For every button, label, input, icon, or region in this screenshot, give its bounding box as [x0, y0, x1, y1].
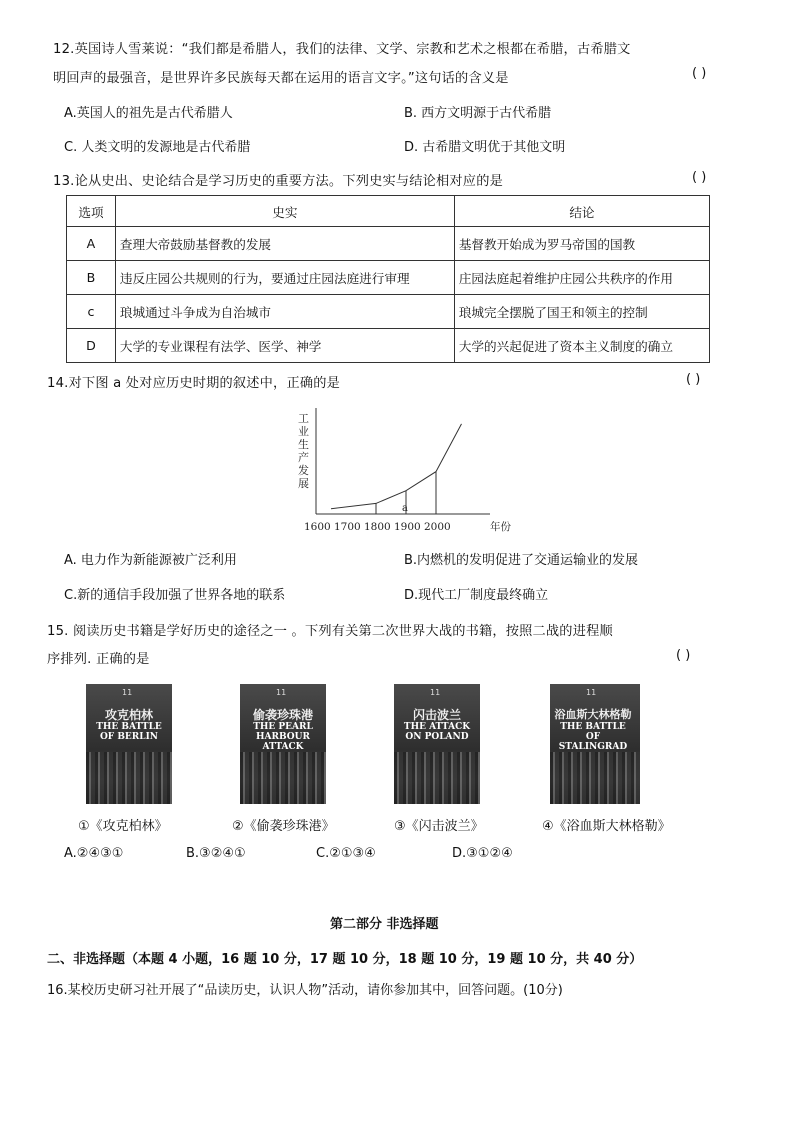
book-cover-image	[240, 752, 326, 804]
table-cell-fact: 琅城通过斗争成为自治城市	[115, 295, 454, 329]
q12-option-d: D. 古希腊文明优于其他文明	[404, 140, 566, 155]
table-header-fact: 史实	[115, 196, 454, 227]
chart-y-axis-label	[298, 412, 309, 490]
q13-stem: 13.论从史出、史论结合是学习历史的重要方法。下列史实与结论相对应的是	[53, 174, 503, 189]
book-caption-4: ④《浴血斯大林格勒》	[542, 819, 671, 834]
q14-option-c: C.新的通信手段加强了世界各地的联系	[64, 588, 286, 603]
chart-x-tick-label: 1800	[364, 521, 391, 533]
book-cover-image	[394, 752, 480, 804]
book-title-cn: 浴血斯大林格勒	[554, 708, 632, 721]
book-title-en: THE PEARL HARBOUR ATTACK	[253, 722, 313, 752]
table-row	[67, 295, 710, 329]
book-title-en: THE BATTLE OF STALINGRAD	[558, 722, 628, 752]
table-cell-option: A	[67, 227, 116, 261]
q12-option-c: C. 人类文明的发源地是古代希腊	[64, 140, 251, 155]
table-cell-fact: 大学的专业课程有法学、医学、神学	[115, 329, 454, 363]
table-cell-conclusion: 大学的兴起促进了资本主义制度的确立	[454, 329, 709, 363]
q12-answer-paren: ( )	[692, 66, 707, 81]
q14-answer-paren: ( )	[686, 372, 701, 387]
chart-y-label-char: 生	[298, 438, 309, 451]
chart-x-tick-label: 2000	[424, 521, 451, 533]
q14-option-a: A. 电力作为新能源被广泛利用	[64, 553, 237, 568]
table-cell-fact: 违反庄园公共规则的行为，要通过庄园法庭进行审理	[115, 261, 454, 295]
book-cover-image	[86, 752, 172, 804]
book-series-number: 11	[276, 688, 287, 697]
q12-stem-line1: 12.英国诗人雪莱说：“我们都是希腊人，我们的法律、文学、宗教和艺术之根都在希腊，古希腊文	[53, 42, 631, 57]
book-series-number: 11	[586, 688, 597, 697]
chart-x-tick-label: 1700	[334, 521, 361, 533]
book-series-number: 11	[430, 688, 441, 697]
q12-option-b: B. 西方文明源于古代希腊	[404, 106, 552, 121]
table-header-option: 选项	[67, 196, 116, 227]
q13-answer-paren: ( )	[692, 170, 707, 185]
q13-table	[66, 195, 710, 363]
q14-option-d: D.现代工厂制度最终确立	[404, 588, 549, 603]
q12-option-a: A.英国人的祖先是古代希腊人	[64, 106, 233, 121]
q15-stem-line1: 15. 阅读历史书籍是学好历史的途径之一 。下列有关第二次世界大战的书籍，按照二战的进程顺	[47, 624, 613, 639]
table-row	[67, 227, 710, 261]
chart-annotation-a: a	[402, 503, 408, 514]
table-header-conclusion: 结论	[454, 196, 709, 227]
q16-stem: 16.某校历史研习社开展了“品读历史，认识人物”活动，请你参加其中，回答问题。(10分)	[47, 983, 563, 998]
chart-y-label-char: 产	[298, 451, 309, 464]
q15-option-a: A.②④③①	[64, 846, 124, 861]
chart-x-axis-label: 年份	[490, 521, 511, 533]
book-caption-2: ②《偷袭珍珠港》	[232, 819, 335, 834]
book-series-number: 11	[122, 688, 133, 697]
table-cell-option: c	[67, 295, 116, 329]
q14-stem: 14.对下图 a 处对应历史时期的叙述中，正确的是	[47, 376, 340, 391]
book-title-cn: 闪击波兰	[412, 708, 461, 722]
table-row	[67, 261, 710, 295]
table-cell-conclusion: 基督教开始成为罗马帝国的国教	[454, 227, 709, 261]
table-cell-option: B	[67, 261, 116, 295]
chart-x-tick-label: 1900	[394, 521, 421, 533]
q15-answer-paren: ( )	[676, 648, 691, 663]
table-cell-fact: 查理大帝鼓励基督教的发展	[115, 227, 454, 261]
chart-y-label-char: 展	[298, 477, 309, 490]
book-cover-berlin	[86, 684, 172, 804]
book-cover-poland	[394, 684, 480, 804]
industrial-growth-chart	[0, 400, 794, 540]
book-title-cn: 偷袭珍珠港	[252, 708, 313, 722]
table-row	[67, 329, 710, 363]
book-cover-image	[550, 752, 640, 804]
chart-y-label-char: 工	[298, 412, 309, 425]
book-title-en: THE ATTACK ON POLAND	[403, 722, 471, 742]
q15-stem-line2: 序排列. 正确的是	[47, 652, 150, 667]
book-cover-pearl-harbour	[240, 684, 326, 804]
table-cell-conclusion: 庄园法庭起着维护庄园公共秩序的作用	[454, 261, 709, 295]
book-caption-3: ③《闪击波兰》	[394, 819, 484, 834]
book-title-cn: 攻克柏林	[104, 708, 153, 722]
book-caption-1: ①《攻克柏林》	[78, 819, 168, 834]
q14-option-b: B.内燃机的发明促进了交通运输业的发展	[404, 553, 639, 568]
book-cover-stalingrad	[550, 684, 640, 804]
q15-option-d: D.③①②④	[452, 846, 513, 861]
chart-y-label-char: 发	[298, 464, 309, 477]
q15-option-c: C.②①③④	[316, 846, 376, 861]
chart-y-label-char: 业	[298, 425, 309, 438]
q15-option-b: B.③②④①	[186, 846, 246, 861]
table-cell-conclusion: 琅城完全摆脱了国王和领主的控制	[454, 295, 709, 329]
book-title-en: THE BATTLE OF BERLIN	[96, 722, 162, 742]
chart-x-tick-label: 1600	[304, 521, 331, 533]
table-cell-option: D	[67, 329, 116, 363]
part2-heading: 第二部分 非选择题	[330, 917, 439, 932]
chart-series-line	[331, 424, 462, 509]
table-header-row	[67, 196, 710, 227]
q12-stem-line2: 明回声的最强音，是世界许多民族每天都在运用的语言文字。”这句话的含义是	[53, 71, 509, 86]
section-two-title: 二、非选择题（本题 4 小题，16 题 10 分，17 题 10 分，18 题 10 分，19 题 10 分，共 40 分）	[47, 952, 643, 967]
